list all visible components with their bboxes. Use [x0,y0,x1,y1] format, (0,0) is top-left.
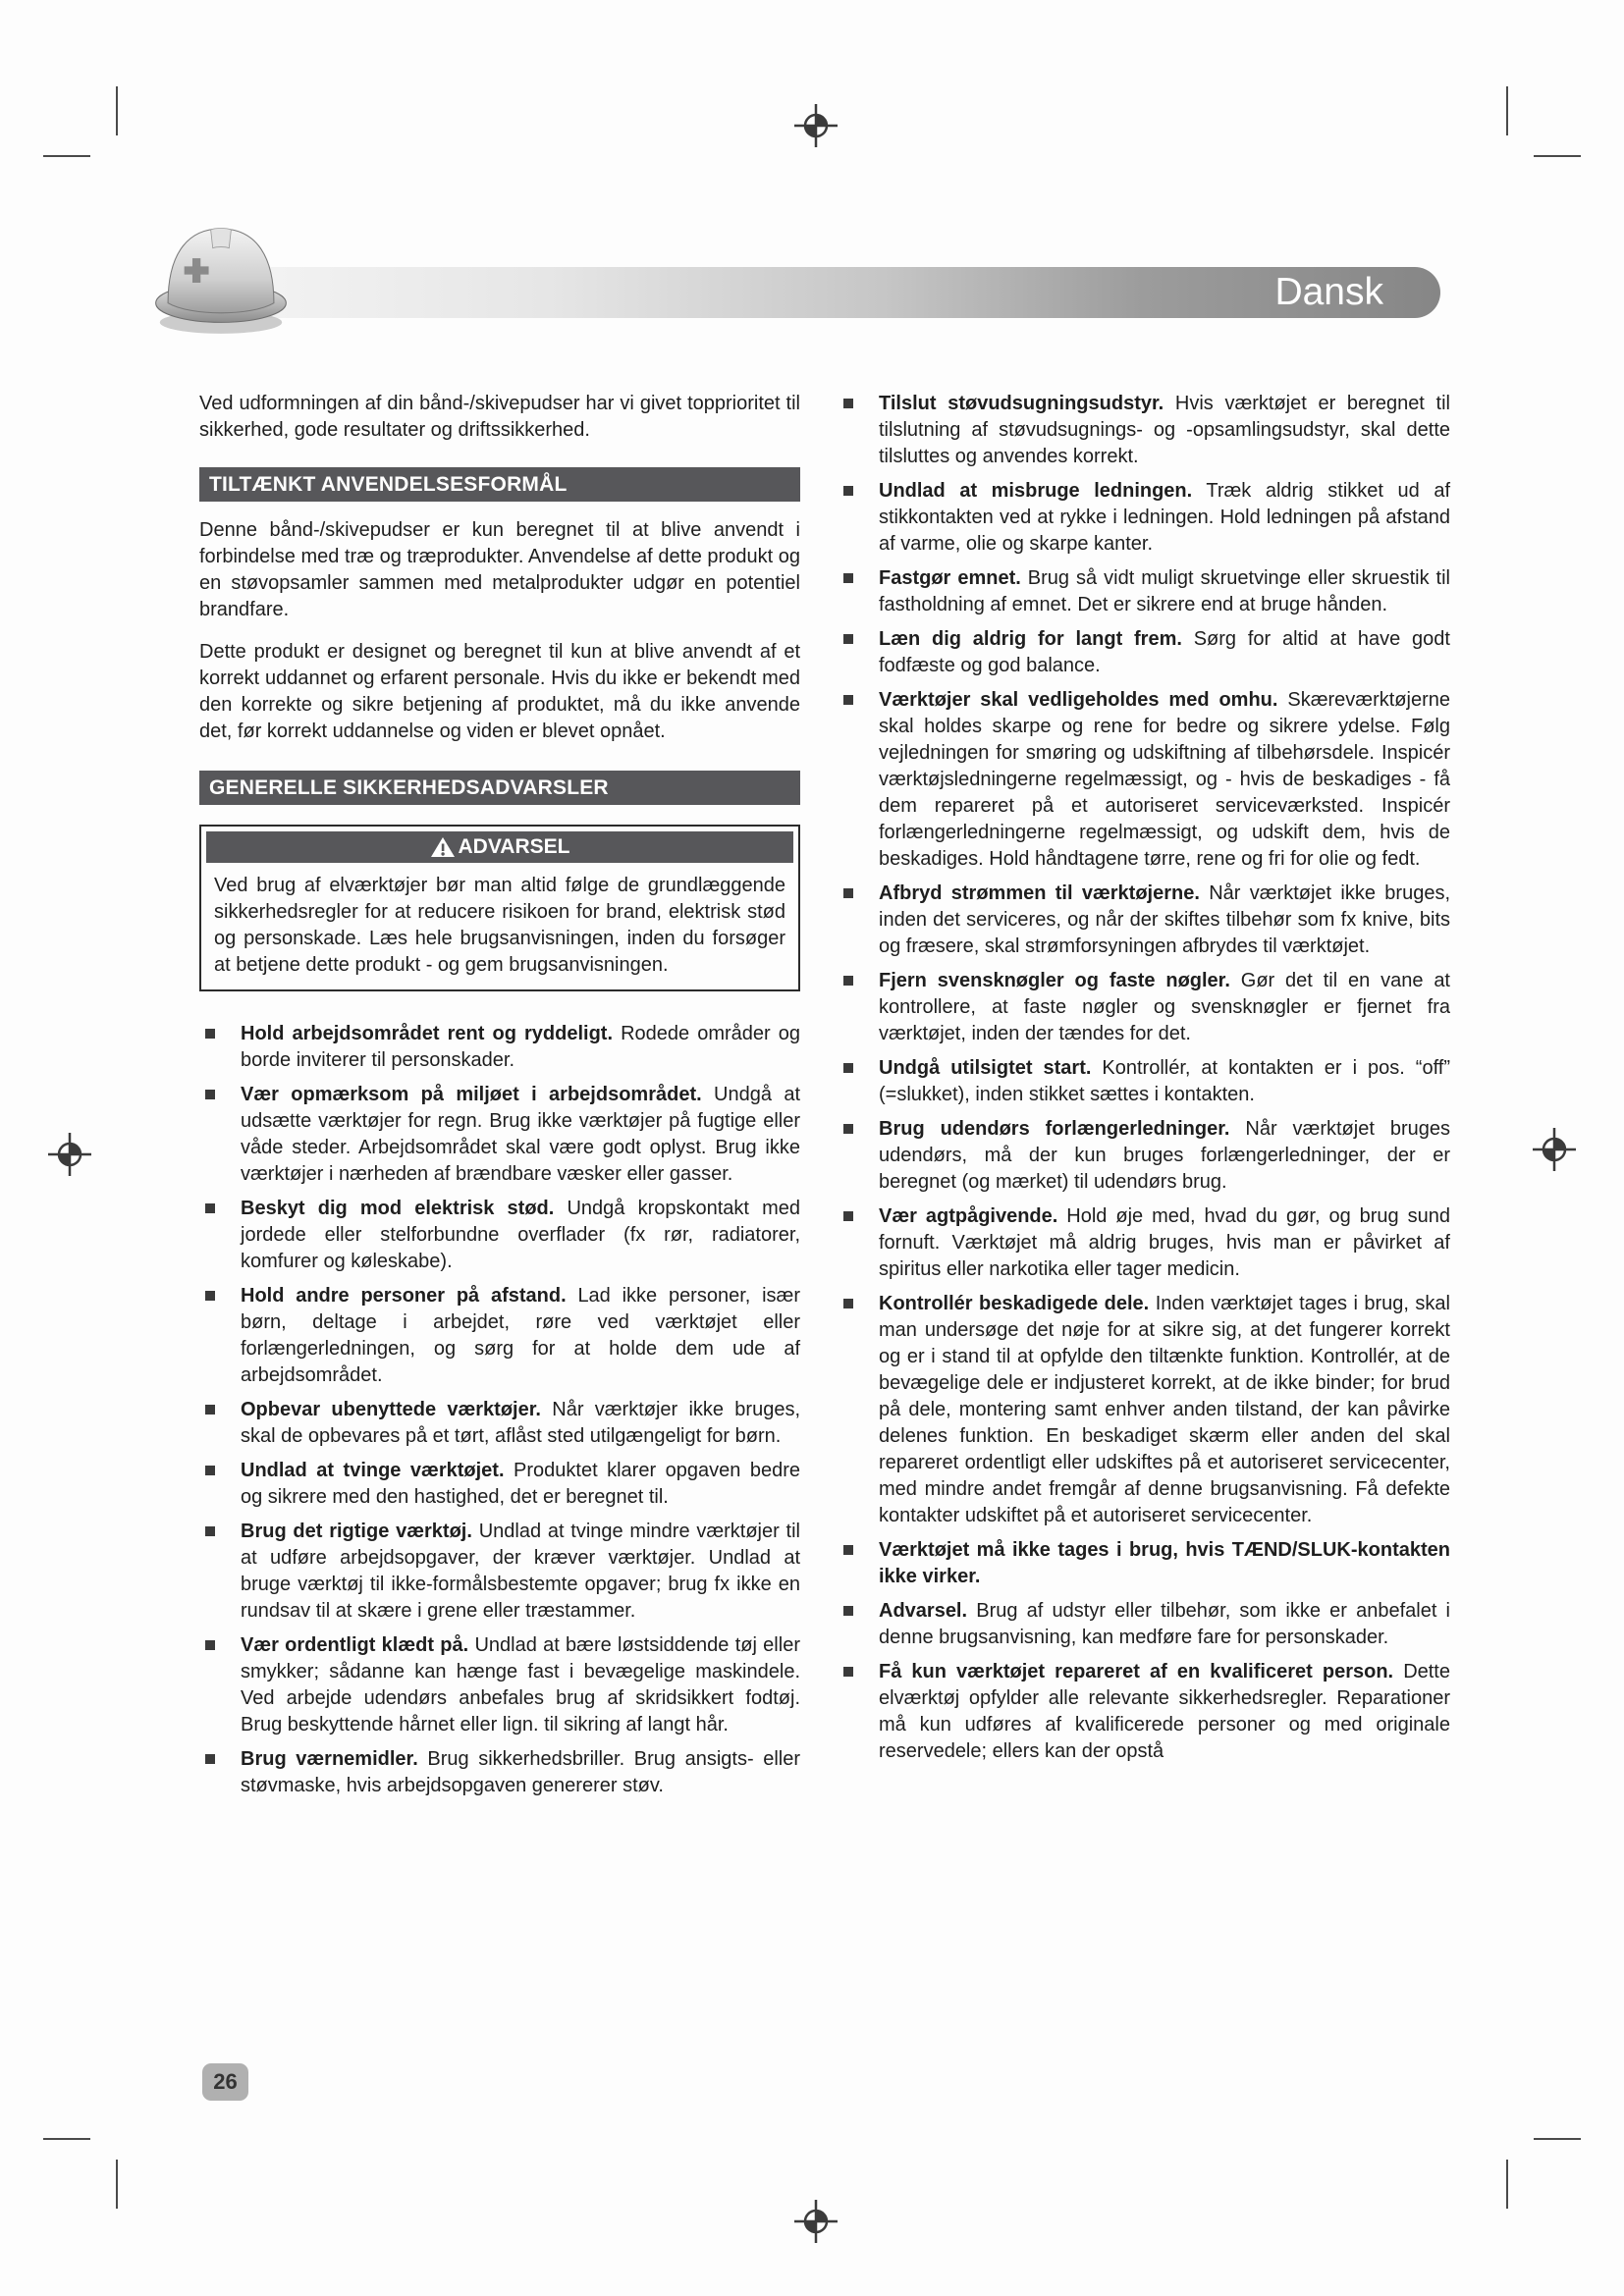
square-bullet-icon [205,1526,215,1536]
rule-text: Skæreværktøjerne skal holdes skarpe og rene for bedre og sikrere ydelse. Følg vejledningen for smøring og udskiftning af tilbehørsdele. Inspicér værktøjsledningerne regelmæssigt, og - hvis de beskadiges - få dem repareret på et autoriseret serviceværksted. Inspicér forlængerledningerne regelmæssigt, og udskift dem, hvis de beskadiges. Hold håndtagene tørre, rene og fri for olie og fedt. [879,689,1450,870]
rule-lead: Vær opmærksom på miljøet i arbejdsområdet. [241,1084,702,1105]
square-bullet-icon [843,634,853,644]
list-item [841,565,1450,618]
list-item [841,881,1450,960]
rule-lead: Hold andre personer på afstand. [241,1285,567,1307]
list-item [841,478,1450,558]
rule-text: Træk aldrig stikket ud af stikkontakten ved at rykke i ledningen. Hold ledningen på afstand af varme, olie og skarpe kanter. [879,480,1450,555]
rule-lead: Brug det rigtige værktøj. [241,1521,472,1542]
intended-use-paragraph-2: Dette produkt er designet og beregnet til kun at blive anvendt af et korrekt uddannet og erfarent personale. Hvis du ikke er bekendt med den korrekte og sikre betjening af produktet, må du ikke anvende det, før korrekt uddannelse og viden er blevet opnået. [199,641,800,742]
rule-lead: Fastgør emnet. [879,567,1021,589]
list-item [841,968,1450,1047]
rule-lead: Værktøjet må ikke tages i brug, hvis TÆND/SLUK-kontakten ikke virker. [879,1539,1450,1587]
list-item [841,626,1450,679]
square-bullet-icon [843,695,853,705]
rule-lead: Tilslut støvudsugningsudstyr. [879,393,1164,414]
safety-rules-list-right [841,391,1450,1765]
rule-text: Undlad at bære løstsiddende tøj eller smykker; sådanne kan hænge fast i bevægelige maskindele. Ved arbejde udendørs anbefales brug af skridsikkert fodtøj. Brug beskyttende hårnet eller lign. til sikring af langt hår. [241,1634,800,1735]
warning-text: Ved brug af elværktøjer bør man altid følge de grundlæggende sikkerhedsregler for at reducere risikoen for brand, elektrisk stød og personskade. Læs hele brugsanvisningen, inden du forsøger at betjene dette produkt - og gem brugsanvisningen. [214,875,785,976]
rule-text: Lad ikke personer, især børn, deltage i arbejdet, røre ved værktøjet eller forlængerledningen, og sørg for at holde dem ude af arbejdsområdet. [241,1285,800,1386]
rule-lead: Få kun værktøjet repareret af en kvalificeret person. [879,1661,1394,1682]
registration-mark-icon [48,1133,91,1176]
crop-mark-bottom-right-h [1534,2138,1581,2140]
crop-mark-top-right-h [1534,155,1581,157]
rule-lead: Undgå utilsigtet start. [879,1057,1092,1079]
rule-text: Rodede områder og borde inviterer til personskader. [241,1023,800,1071]
list-item [841,1598,1450,1651]
square-bullet-icon [843,1124,853,1134]
crop-mark-top-right-v [1506,86,1508,135]
registration-mark-icon [794,2200,838,2243]
language-label: Dansk [1274,271,1383,313]
list-item [199,1021,800,1074]
rule-text: Gør det til en vane at kontrollere, at faste nøgler og svensknøgler er fjernet fra værktøjet, inden der tændes for det. [879,970,1450,1044]
intended-use-paragraph-1: Denne bånd-/skivepudser er kun beregnet til at blive anvendt i forbindelse med træ og træprodukter. Anvendelse af dette produkt og en støvopsamler sammen med metalprodukter udgør en potentiel brandfare. [199,519,800,620]
square-bullet-icon [205,1029,215,1039]
square-bullet-icon [205,1466,215,1475]
rule-lead: Hold arbejdsområdet rent og ryddeligt. [241,1023,613,1044]
square-bullet-icon [205,1640,215,1650]
list-item [199,1196,800,1275]
list-item [841,1203,1450,1283]
list-item [199,1082,800,1188]
rule-text: Dette elværktøj opfylder alle relevante sikkerhedsregler. Reparationer må kun udføres af kvalificerede personer og med originale reservedele; ellers kan der opstå [879,1661,1450,1762]
square-bullet-icon [843,1606,853,1616]
list-item [199,1458,800,1511]
rule-lead: Fjern svensknøgler og faste nøgler. [879,970,1230,991]
square-bullet-icon [843,1063,853,1073]
hard-hat-icon [149,201,293,339]
square-bullet-icon [843,399,853,408]
crop-mark-bottom-right-v [1506,2160,1508,2209]
warning-triangle-icon [430,835,456,859]
rule-text: Undgå kropskontakt med jordede eller stelforbundne overflader (fx rør, radiatorer, komfurer og køleskabe). [241,1198,801,1272]
safety-rules-list-left [199,1021,800,1799]
list-item [841,1291,1450,1529]
rule-text: Produktet klarer opgaven bedre og sikrere med den hastighed, det er beregnet til. [241,1460,800,1508]
rule-text: Når værktøjet ikke bruges, inden det serviceres, og når der skiftes tilbehør som fx knive, bits og fræsere, skal strømforsyningen afbrydes til værktøjet. [879,882,1451,957]
crop-mark-top-left-h [43,155,90,157]
language-banner [201,267,1440,318]
square-bullet-icon [205,1090,215,1099]
rule-lead: Brug værnemidler. [241,1748,418,1770]
rule-lead: Beskyt dig mod elektrisk stød. [241,1198,555,1219]
list-item [199,1632,800,1738]
rule-text: Når værktøjer ikke bruges, skal de opbevares på et tørt, aflåst sted utilgængeligt for børn. [241,1399,800,1447]
rule-text: Undgå at udsætte værktøjer for regn. Brug ikke værktøjer på fugtige eller våde steder. Arbejdsområdet skal være godt oplyst. Brug ikke værktøjer i nærheden af brændbare væsker eller gasser. [241,1084,800,1185]
rule-text: Sørg for altid at have godt fodfæste og god balance. [879,628,1450,676]
crop-mark-top-left-v [116,86,118,135]
rule-lead: Undlad at tvinge værktøjet. [241,1460,505,1481]
rule-text: Kontrollér, at kontakten er i pos. “off” (=slukket), inden stikket sættes i kontakten. [879,1057,1450,1105]
section-header-intended-use: TILTÆNKT ANVENDELSESFORMÅL [199,467,800,502]
list-item [841,1659,1450,1765]
list-item [199,1397,800,1450]
rule-lead: Værktøjer skal vedligeholdes med omhu. [879,689,1278,711]
square-bullet-icon [843,1545,853,1555]
square-bullet-icon [205,1754,215,1764]
square-bullet-icon [843,1211,853,1221]
rule-lead: Undlad at misbruge ledningen. [879,480,1193,502]
rule-text: Brug så vidt muligt skruetvinge eller skruestik til fastholdning af emnet. Det er sikrere end at bruge hånden. [879,567,1451,615]
list-item [841,1116,1450,1196]
crop-mark-bottom-left-v [116,2160,118,2209]
rule-lead: Læn dig aldrig for langt frem. [879,628,1182,650]
registration-mark-icon [794,104,838,147]
rule-text: Hvis værktøjet er beregnet til tilslutning af støvudsugnings- og -opsamlingsudstyr, skal dette tilsluttes og anvendes korrekt. [879,393,1450,467]
square-bullet-icon [205,1203,215,1213]
rule-lead: Brug udendørs forlængerledninger. [879,1118,1230,1140]
list-item [199,1746,800,1799]
list-item [841,1055,1450,1108]
registration-mark-icon [1533,1128,1576,1171]
rule-lead: Opbevar ubenyttede værktøjer. [241,1399,541,1420]
rule-lead: Vær agtpågivende. [879,1205,1058,1227]
rule-text: Undlad at tvinge mindre værktøjer til at udføre arbejdsopgaver, der kræver værktøjer. Undlad at bruge værktøj til ikke-formålsbestemte opgaver; brug fx ikke en rundsav til at skære i grene eller træstammer. [241,1521,801,1622]
section-header-general-safety: GENERELLE SIKKERHEDSADVARSLER [199,771,800,805]
square-bullet-icon [843,1299,853,1308]
rule-text: Hold øje med, hvad du gør, og brug sund fornuft. Værktøjet må aldrig bruges, hvis man er påvirket af spiritus eller narkotika eller tager medicin. [879,1205,1451,1280]
list-item [841,1537,1450,1590]
square-bullet-icon [843,573,853,583]
left-column [199,391,800,1807]
list-item [199,1283,800,1389]
right-column [841,391,1450,1773]
rule-lead: Afbryd strømmen til værktøjerne. [879,882,1200,904]
list-item [199,1519,800,1625]
rule-lead: Kontrollér beskadigede dele. [879,1293,1150,1314]
square-bullet-icon [843,888,853,898]
warning-title: ADVARSEL [458,835,570,858]
rule-text: Når værktøjet bruges udendørs, må der kun bruges forlængerledninger, der er beregnet (og mærket) til udendørs brug. [879,1118,1450,1193]
intro-paragraph: Ved udformningen af din bånd-/skivepudser har vi givet topprioritet til sikkerhed, gode resultater og driftssikkerhed. [199,393,800,441]
rule-text: Inden værktøjet tages i brug, skal man undersøge det nøje for at sikre sig, at det fungerer korrekt og er i stand til at opfylde den tiltænkte funktion. Kontrollér, at de bevægelige dele er indjusteret korrekt, at de ikke binder; for brud på dele, montering samt enhver anden tilstand, der kan påvirke delenes funktion. En beskadiget skærm eller anden del skal repareret ordentligt eller udskiftes på et autoriseret servicecenter, med mindre andet fremgår af denne brugsanvisning. Få defekte kontakter udskiftet på et autoriseret servicecenter. [879,1293,1450,1526]
rule-text: Brug af udstyr eller tilbehør, som ikke er anbefalet i denne brugsanvisning, kan medføre fare for personskader. [879,1600,1450,1648]
square-bullet-icon [843,486,853,496]
square-bullet-icon [843,976,853,986]
square-bullet-icon [843,1667,853,1677]
rule-lead: Vær ordentligt klædt på. [241,1634,469,1656]
square-bullet-icon [205,1291,215,1301]
list-item [841,391,1450,470]
warning-box [199,825,800,991]
page-number-badge: 26 [202,2063,248,2101]
square-bullet-icon [205,1405,215,1415]
crop-mark-bottom-left-h [43,2138,90,2140]
list-item [841,687,1450,873]
rule-text: Brug sikkerhedsbriller. Brug ansigts- eller støvmaske, hvis arbejdsopgaven genererer støv. [241,1748,800,1796]
warning-header [206,831,793,863]
rule-lead: Advarsel. [879,1600,968,1622]
